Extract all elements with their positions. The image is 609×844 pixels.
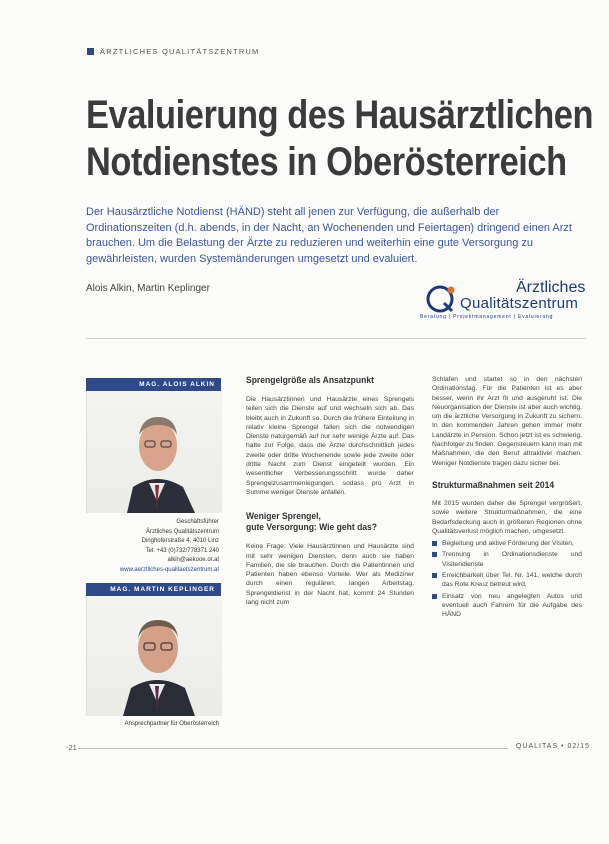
portrait-icon [87,596,222,716]
logo-line-1: Ärztliches [516,279,586,296]
portrait-icon [87,391,222,513]
heading-weniger-sprengel [246,511,397,533]
heading-line-1: Weniger Sprengel, [246,511,321,523]
author1-photo [86,391,222,513]
kicker-square-icon [87,48,94,55]
author1-org: Ärztliches Qualitätszentrum [145,528,219,535]
author2-name: MAG. MARTIN KEPLINGER [86,583,221,596]
col1-paragraph-2: Keine Frage: Viele Hausärztinnen und Hausärzte sind mit sehr wenigen Diensten, denn auch sie haben Familien, die sie brauchen. Durch die Patientinnen und Patienten haben ebenso Vorteile. Wer als Mediziner durch einen regulären, langen Arbeitstag, Sprengeldienst in der Nacht hat, kommt 24 Stunden lang nicht zum [246,543,414,607]
logo-q-icon [424,283,456,315]
journal-name: QUALITAS • 02/15 [516,743,590,750]
kicker-text: ÄRZTLICHES QUALITÄTSZENTRUM [100,47,260,56]
logo-tagline: Beratung | Projektmanagement | Evaluierung [420,314,554,320]
title-line-2: Notdienstes in Oberösterreich [86,140,567,184]
article-column-1 [246,375,414,607]
bullet-square-icon [432,573,437,578]
page-number: -21 [66,743,77,752]
heading-struktur: Strukturmaßnahmen seit 2014 [432,479,555,491]
author2-role: Ansprechpartner für Oberösterreich [124,721,219,727]
list-item [432,571,582,590]
logo-line-2: Qualitätszentrum [460,295,579,312]
author1-address: Dinghoferstraße 4, 4010 Linz [141,538,219,544]
title-line-1: Evaluierung des Hausärztlichen [86,93,594,137]
list-item [432,550,582,569]
section-kicker [87,47,260,56]
page-title [86,92,593,186]
author1-name: MAG. ALOIS ALKIN [86,378,221,391]
list-item-text: Trennung in Ordinationsdienste und Visitendienste [442,551,582,568]
col2-paragraph-1: Schlafen und startet so in den nächsten Ordinationstag. Für die Patienten ist es aber besser, wenn ihr Arzt fit und ausgeruht ist. Die Neuorganisation der Dienste ist aber auch wichtig, um die ärztliche Versorgung in Zukunft zu sichern. In den kommenden Jahren gehen immer mehr Landärzte in Pension. Schon jetzt ist es schwierig, Nachfolger zu finden. Gegensteuern kann man mit Maßnahmen, die den Beruf attraktiver machen. Weniger Notdienste tragen dazu sicher bei. [432,376,582,467]
lead-paragraph: Der Hausärztliche Notdienst (HÄND) steht all jenen zur Verfügung, die außerhalb der Ordinationszeiten (d.h. abends, in der Nacht, an Wochenenden und Feiertagen) dringend einen Arzt brauchen. Um die Belastung der Ärzte zu reduzieren und weiterhin eine gute Versorgung zu gewährleisten, wurden Systemänderungen umgesetzt und evaluiert. [86,206,572,265]
bullet-square-icon [432,594,437,599]
author2-photo [86,596,222,716]
heading-line-2: gute Versorgung: Wie geht das? [246,522,378,534]
heading-sprengel: Sprengelgröße als Ansatzpunkt [246,375,374,386]
author1-email[interactable]: alkin@aekooe.or.at [167,557,219,563]
list-item-text: Einsatz von neu angelegten Autos und eventuell auch Fahrern für die Aufgabe des HÄND [442,592,582,619]
divider [86,338,586,339]
article-column-2 [432,375,582,622]
list-item [432,539,582,548]
bullet-square-icon [432,541,437,546]
measures-list [432,539,582,619]
authors: Alois Alkin, Martin Keplinger [86,283,210,294]
footer-line [78,748,508,749]
bullet-square-icon [432,552,437,557]
author1-role: Geschäftsführer [176,519,219,525]
author1-web[interactable]: www.aerztliches-qualitaetszentrum.at [119,566,219,573]
list-item [432,592,582,620]
list-item-text: Begleitung und aktive Förderung der Visiten, [442,540,574,548]
col2-paragraph-2: Mit 2015 wurden daher die Sprengel vergrößert, sowie weitere Strukturmaßnahmen, die eine Bedarfsdeckung auch in größeren Regionen ohne Qualitätsverlust möglich machen, umgesetzt. [432,499,582,535]
author1-tel: Tel: +43 (0)732/778371 240 [145,547,219,554]
col1-paragraph-1: Die Hausärztinnen und Hausärzte eines Sprengels teilen sich die Dienste auf und wechseln sich ab. Das bleibt auch in Zukunft so. Durch die frühere Einteilung in relativ kleine Sprengel fallen sich die notwendigen Dienste naturgemäß auf nur sehr wenige Ärzte auf. Das hatte zur Folge, dass die Ärzte durchschnittlich jedes zweite oder dritte Wochenende sowie jede zweite oder dritte Nacht zum Dienst eingeteilt wurden. Ein wesentlicher Verbesserungsschritt wurde daher Sprengelzusammenlegungen, sodass pro Arzt in Summe weniger Dienste anfallen. [246,396,414,496]
list-item-text: Erreichbarkeit über Tel. Nr. 141, welche durch das Rote Kreuz betreut wird, [442,572,582,589]
aqz-logo [420,279,590,323]
author-sidebar [86,378,221,730]
